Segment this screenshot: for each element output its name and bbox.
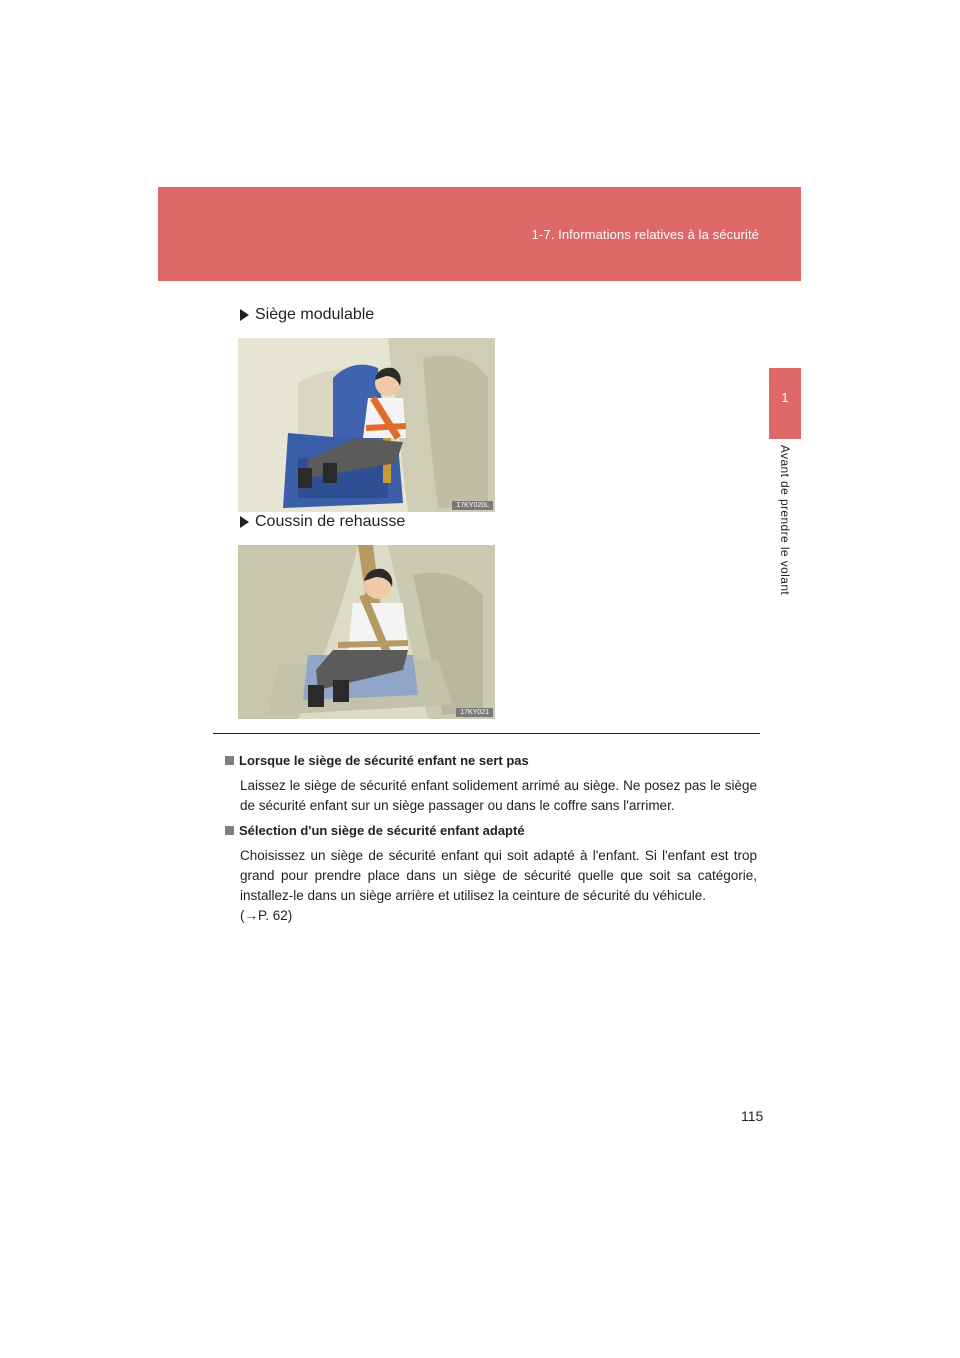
convertible-seat-drawing [238, 338, 495, 512]
note-selection [225, 823, 757, 926]
page-number: 115 [741, 1108, 764, 1124]
arrow-bullet-icon [240, 309, 249, 321]
chapter-tab [769, 368, 801, 439]
item-heading-booster-cushion [240, 513, 405, 531]
arrow-bullet-icon [240, 516, 249, 528]
figure-code: 17KY021 [456, 708, 493, 717]
note-heading [225, 753, 757, 768]
illustration-booster-cushion [238, 545, 495, 719]
square-bullet-icon [225, 826, 234, 835]
note-heading [225, 823, 757, 838]
note-body-text: Choisissez un siège de sécurité enfant qui soit adapté à l'enfant. Si l'enfant est trop grand pour prendre place dans un siège de sécurité quelle que soit sa catégorie, installez-le dans un siège arrière et utilisez la ceinture de sécurité du véhicule. [240, 848, 757, 903]
note-body: Laissez le siège de sécurité enfant solidement arrimé au siège. Ne posez pas le siège de sécurité enfant sur un siège passager ou dans le coffre sans l'arrimer. [240, 778, 757, 813]
chapter-header-band [158, 187, 801, 281]
section-divider [213, 733, 760, 734]
illustration-convertible-seat [238, 338, 495, 512]
note-not-in-use [225, 753, 757, 816]
booster-cushion-drawing [238, 545, 495, 719]
chapter-number: 1 [781, 390, 789, 405]
item-heading-text: Siège modulable [255, 306, 375, 323]
chapter-caption: Avant de prendre le volant [778, 444, 792, 596]
page-reference-link[interactable]: (→P. 62) [240, 908, 293, 923]
note-heading-text: Sélection d'un siège de sécurité enfant adapté [239, 823, 525, 838]
section-title: 1-7. Informations relatives à la sécurité [531, 227, 759, 242]
square-bullet-icon [225, 756, 234, 765]
figure-code: 17KY020L [452, 501, 493, 510]
item-heading-text: Coussin de rehausse [255, 513, 406, 530]
note-body [240, 846, 757, 926]
item-heading-convertible-seat [240, 306, 374, 324]
note-heading-text: Lorsque le siège de sécurité enfant ne sert pas [239, 753, 529, 768]
